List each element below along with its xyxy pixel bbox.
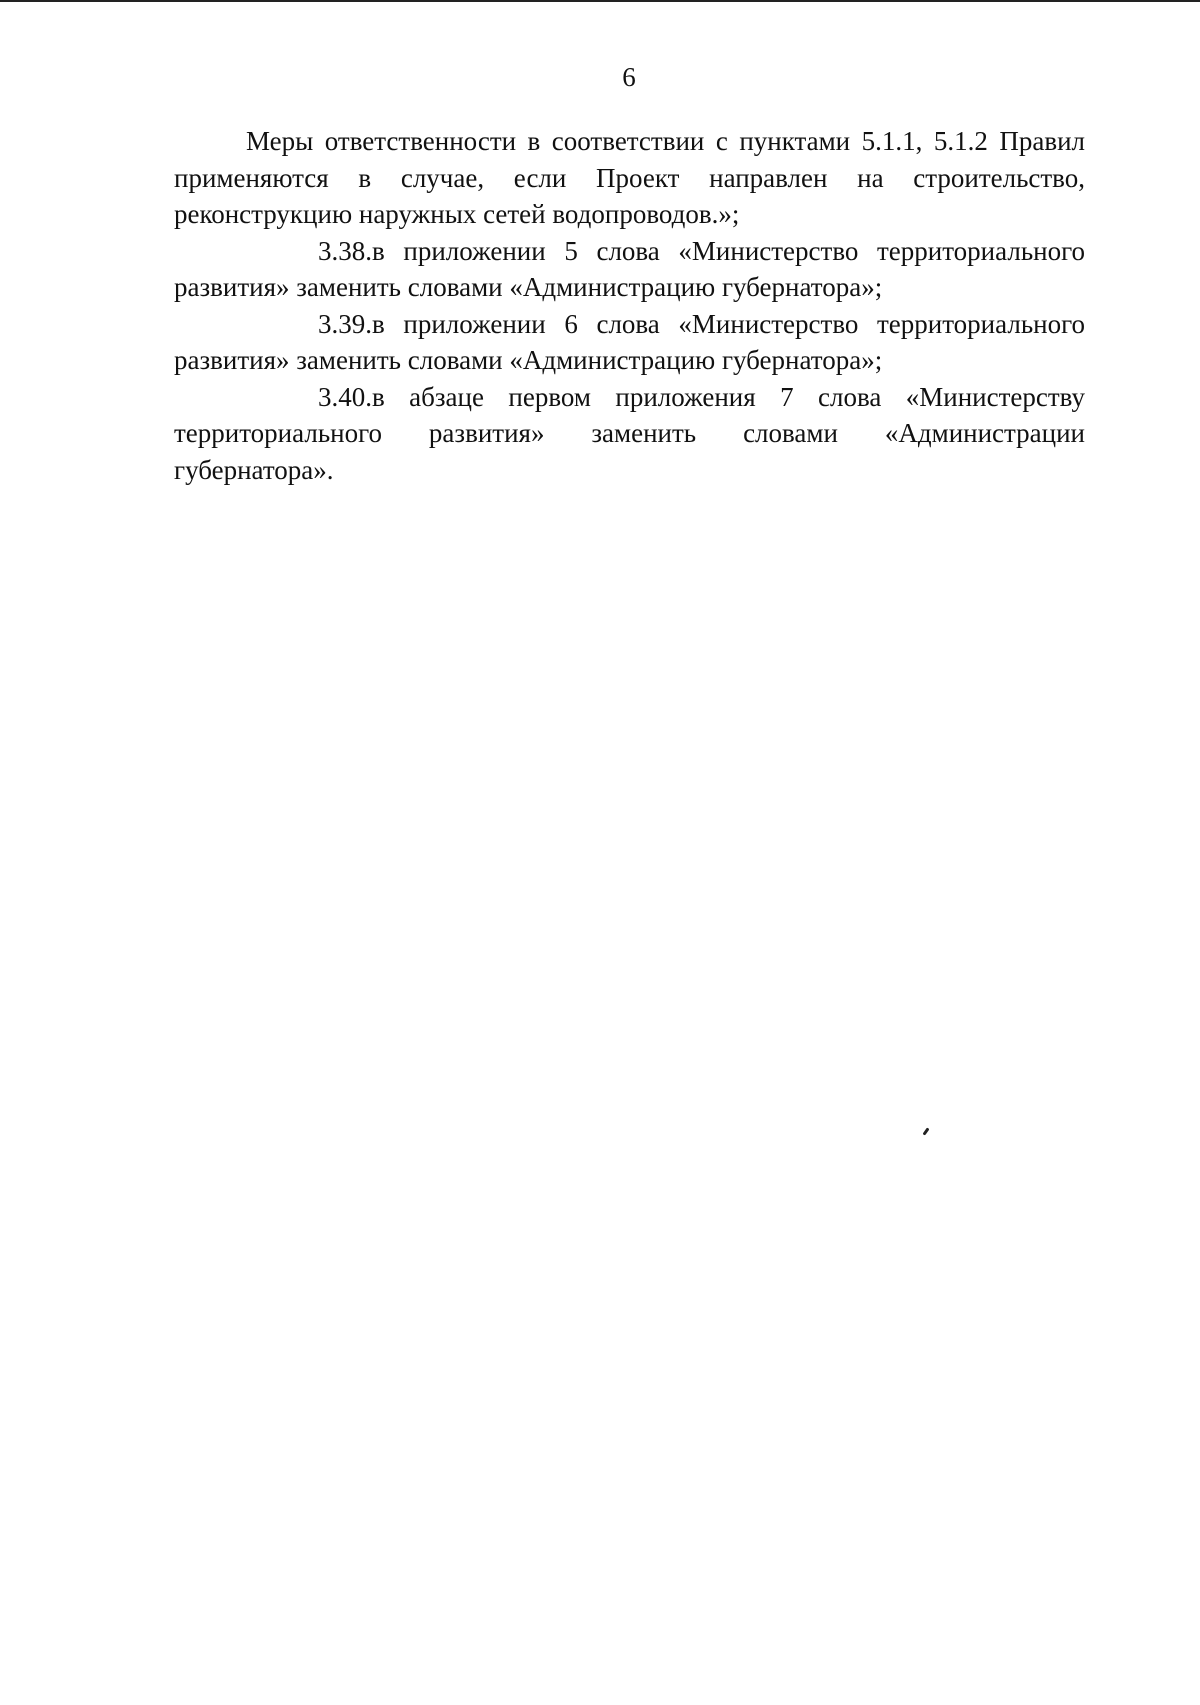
item-number: 3.40. [318, 381, 372, 412]
paragraph-item-3-40 [174, 379, 1085, 489]
paragraph-text: в абзаце первом приложения 7 слова «Министерству территориального развития» заменить словами «Администрации губернатора». [174, 381, 1085, 485]
paragraph-text: в приложении 6 слова «Министерство территориального развития» заменить словами «Администрацию губернатора»; [174, 308, 1085, 375]
scan-artifact-mark [922, 1127, 929, 1135]
page-number: 6 [622, 62, 636, 92]
item-number: 3.38. [318, 235, 372, 266]
document-body [174, 123, 1085, 488]
paragraph-text: в приложении 5 слова «Министерство территориального развития» заменить словами «Администрацию губернатора»; [174, 235, 1085, 302]
paragraph-text: Меры ответственности в соответствии с пунктами 5.1.1, 5.1.2 Правил применяются в случае, если Проект направлен на строительство, реконструкцию наружных сетей водопроводов.»; [174, 126, 1085, 229]
item-number: 3.39. [318, 308, 372, 339]
paragraph-liability-measures [174, 123, 1085, 233]
paragraph-item-3-39 [174, 306, 1085, 379]
paragraph-item-3-38 [174, 233, 1085, 306]
